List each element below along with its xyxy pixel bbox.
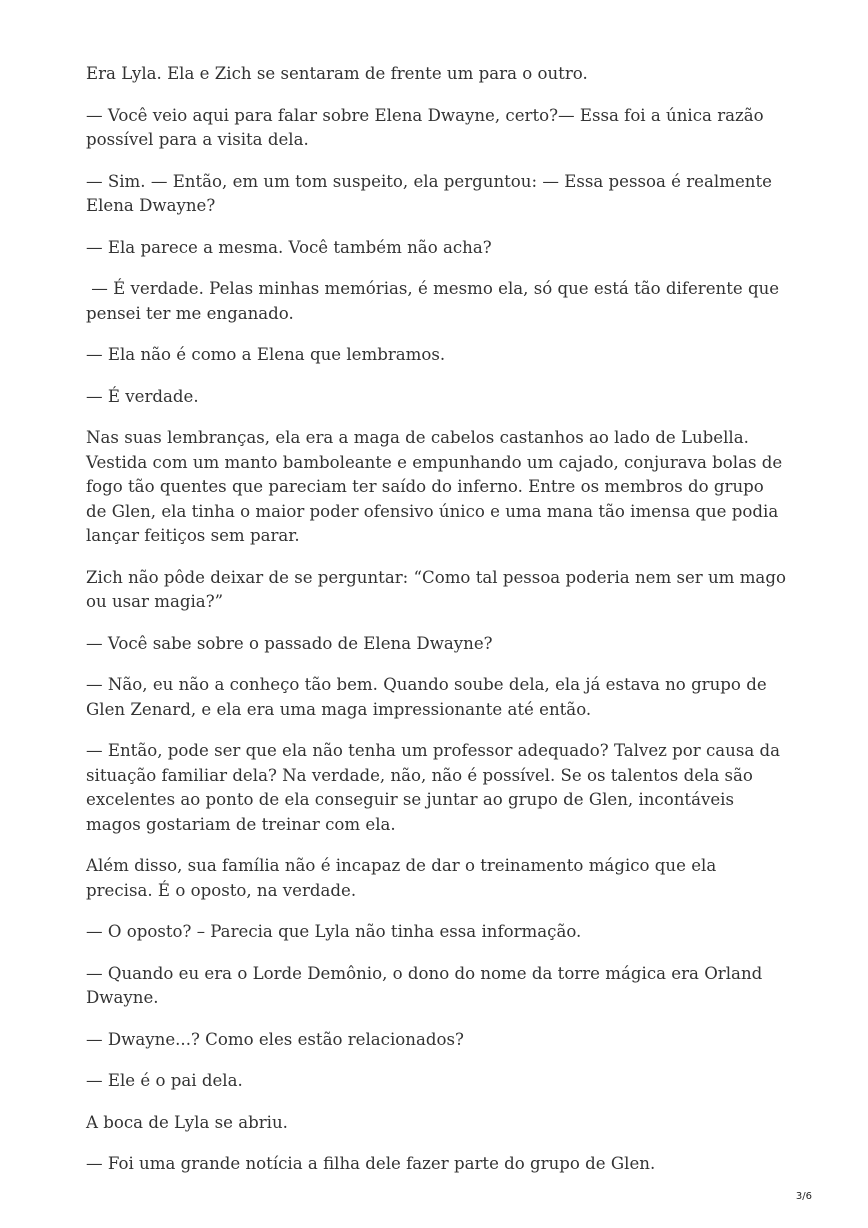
paragraph: Além disso, sua família não é incapaz de dar o treinamento mágico que ela precisa. É o oposto, na verdade. (86, 856, 717, 900)
paragraph: — Ele é o pai dela. (86, 1071, 243, 1090)
paragraph: A boca de Lyla se abriu. (86, 1112, 288, 1132)
page-number: 3/6 (795, 1191, 812, 1202)
paragraph: — Ela parece a mesma. Você também não acha? (86, 237, 492, 257)
paragraph: Era Lyla. Ela e Zich se sentaram de frente um para o outro. (86, 64, 588, 83)
paragraph: — É verdade. Pelas minhas memórias, é mesmo ela, só que está tão diferente que pensei ter me enganado. (86, 279, 785, 323)
paragraph: — O oposto? – Parecia que Lyla não tinha essa informação. (86, 922, 582, 941)
paragraph: — Então, pode ser que ela não tenha um professor adequado? Talvez por causa da situação familiar dela? Na verdade, não, não é possível. Se os talentos dela são excelentes ao ponto de ela conseguir se juntar ao grupo de Glen, incontáveis magos gostariam de treinar com ela. (86, 741, 781, 834)
paragraph: — Você veio aqui para falar sobre Elena Dwayne, certo?— Essa foi a única razão possível para a visita dela. (86, 105, 764, 149)
paragraph: — Ela não é como a Elena que lembramos. (86, 345, 446, 364)
paragraph: — Dwayne...? Como eles estão relacionados? (86, 1029, 464, 1049)
paragraph: — É verdade. (86, 386, 199, 406)
paragraph: Zich não pôde deixar de se perguntar: “Como tal pessoa poderia nem ser um mago ou usar magia?” (86, 567, 786, 611)
paragraph: — Quando eu era o Lorde Demônio, o dono do nome da torre mágica era Orland Dwayne. (86, 963, 763, 1007)
paragraph: Nas suas lembranças, ela era a maga de cabelos castanhos ao lado de Lubella. Vestida com um manto bamboleante e empunhando um cajado, conjurava bolas de fogo tão quentes que pareciam ter saído do inferno. Entre os membros do grupo de Glen, ela tinha o maior poder ofensivo único e uma mana tão imensa que podia lançar feitiços sem parar. (86, 428, 783, 545)
document-body (86, 62, 786, 1194)
paragraph: — Sim. — Então, em um tom suspeito, ela perguntou: — Essa pessoa é realmente Elena Dwayne? (86, 171, 772, 215)
paragraph: — Foi uma grande notícia a filha dele fazer parte do grupo de Glen. (86, 1154, 656, 1173)
paragraph: — Você sabe sobre o passado de Elena Dwayne? (86, 633, 493, 653)
paragraph: — Não, eu não a conheço tão bem. Quando soube dela, ela já estava no grupo de Glen Zenard, e ela era uma maga impressionante até então. (86, 675, 767, 719)
